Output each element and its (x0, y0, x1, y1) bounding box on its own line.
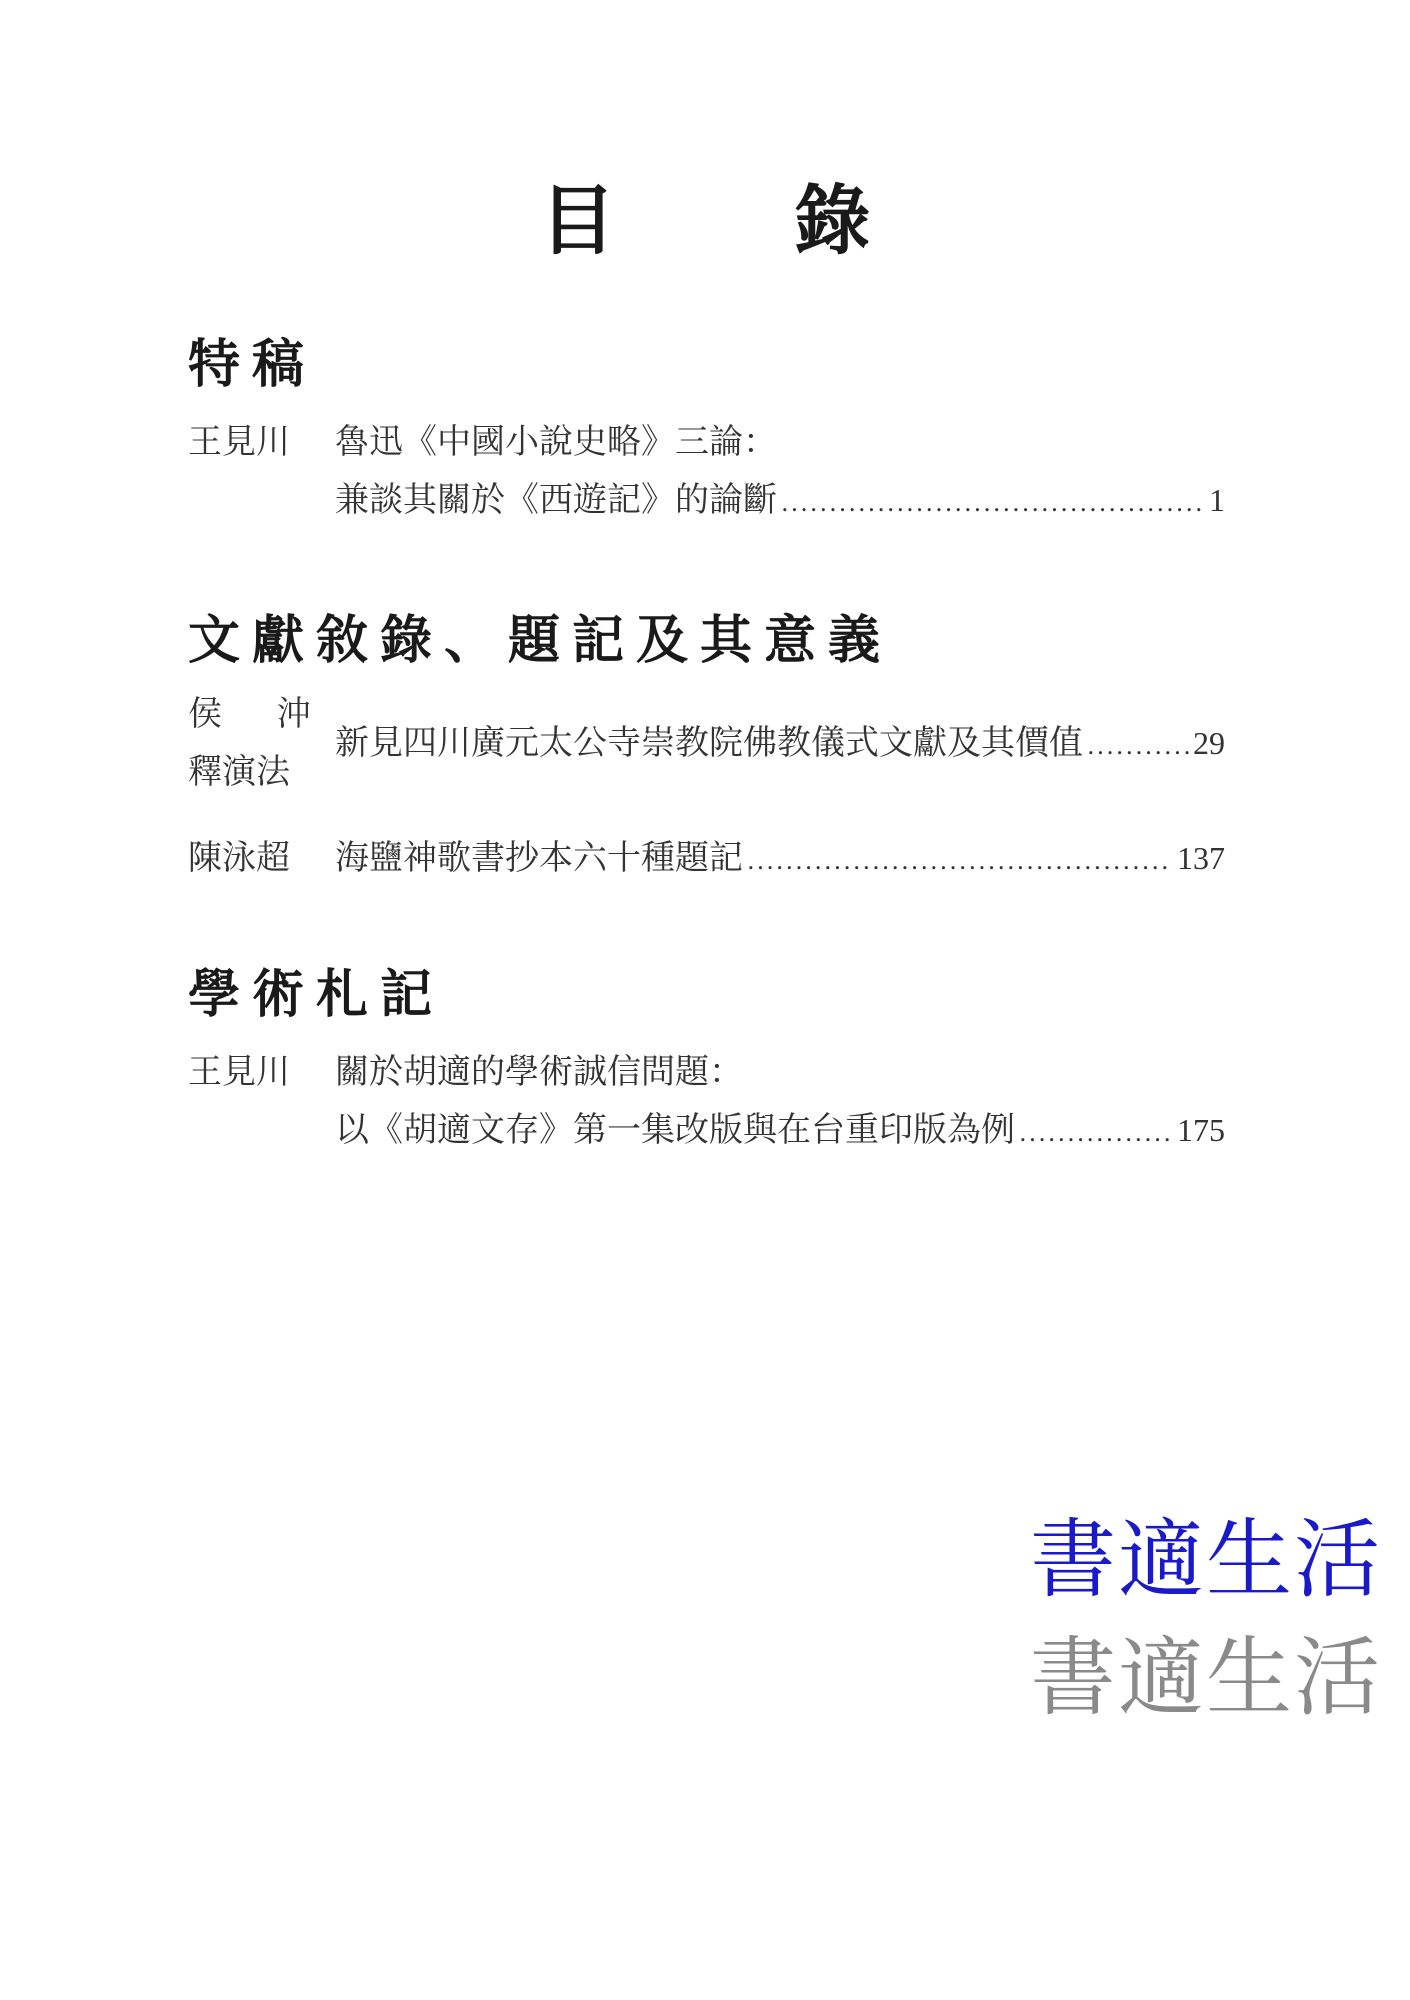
page-number: 29 (1193, 725, 1225, 761)
dot-leader (781, 489, 1205, 517)
entry-title: 海鹽神歌書抄本六十種題記 (335, 838, 743, 878)
entry-title-line2: 兼談其關於《西遊記》的論斷 (335, 480, 777, 520)
entry-author: 陳泳超 (188, 838, 290, 878)
entry-title-line2: 以《胡適文存》第一集改版與在台重印版為例 (335, 1110, 1015, 1150)
entry-author: 侯 沖 (188, 694, 333, 734)
dot-leader (747, 847, 1173, 875)
section-heading-documents: 文獻敘錄、題記及其意義 (188, 610, 893, 671)
dot-leader (1087, 732, 1189, 760)
section-heading-notes: 學術札記 (188, 964, 445, 1025)
entry-title-line1: 關於胡適的學術誠信問題： (335, 1052, 743, 1092)
entry-title-line1: 魯迅《中國小說史略》三論： (335, 422, 777, 462)
watermark-gray: 書適生活 (1030, 1628, 1382, 1728)
toc-entry-4[interactable] (335, 1102, 1225, 1151)
watermark-blue: 書適生活 (1030, 1510, 1382, 1610)
toc-entry-1[interactable] (335, 472, 1225, 521)
section-heading-special: 特稿 (188, 334, 317, 395)
toc-entry-3[interactable] (335, 830, 1225, 879)
entry-author: 釋演法 (188, 752, 290, 792)
entry-author: 王見川 (188, 1052, 290, 1092)
toc-entry-2[interactable] (335, 715, 1225, 764)
page-number: 137 (1177, 840, 1225, 876)
page-number: 175 (1177, 1112, 1225, 1148)
page-title: 目 錄 (539, 176, 947, 265)
page-number: 1 (1209, 482, 1225, 518)
entry-author: 王見川 (188, 422, 290, 462)
dot-leader (1019, 1119, 1173, 1147)
entry-title: 新見四川廣元太公寺崇教院佛教儀式文獻及其價值 (335, 723, 1083, 763)
